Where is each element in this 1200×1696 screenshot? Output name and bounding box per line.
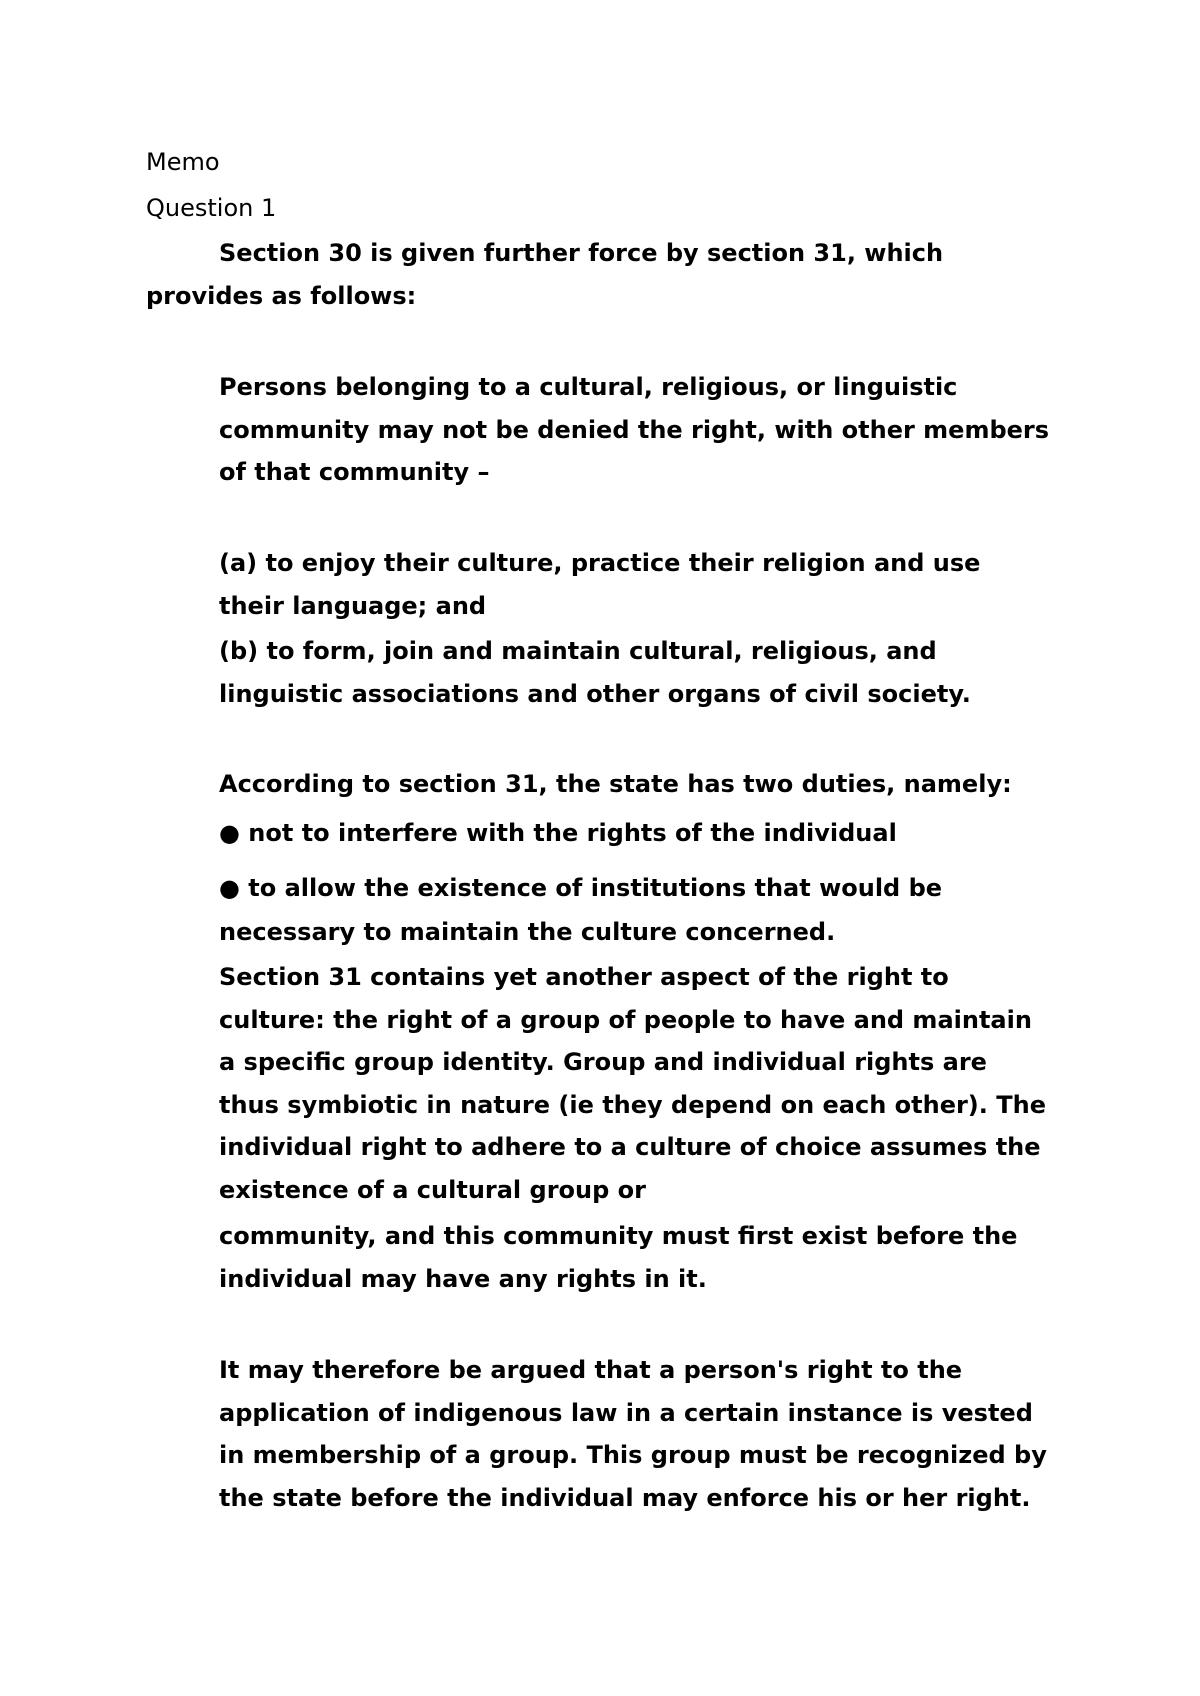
- item-b-line-1: (b) to form, join and maintain cultural, religious, and: [219, 637, 937, 665]
- aspect-line-3: a specific group identity. Group and individual rights are: [219, 1048, 987, 1076]
- duty-bullet-1: ● not to interfere with the rights of the individual: [219, 819, 897, 847]
- duty-bullet-2-line-1: ● to allow the existence of institutions that would be: [219, 874, 943, 902]
- memo-heading: Memo: [146, 148, 220, 176]
- intro-line-1: Section 30 is given further force by section 31, which: [219, 239, 944, 267]
- aspect-line-5: individual right to adhere to a culture of choice assumes the: [219, 1133, 1041, 1161]
- conclusion-line-1: It may therefore be argued that a person's right to the: [219, 1356, 963, 1384]
- duty-bullet-2-line-2: necessary to maintain the culture concerned.: [219, 918, 836, 946]
- question-heading: Question 1: [146, 194, 277, 222]
- conclusion-line-3: in membership of a group. This group must be recognized by: [219, 1441, 1047, 1469]
- conclusion-line-2: application of indigenous law in a certain instance is vested: [219, 1399, 1033, 1427]
- aspect-line-1: Section 31 contains yet another aspect of the right to: [219, 963, 949, 991]
- quote-line-1: Persons belonging to a cultural, religious, or linguistic: [219, 373, 958, 401]
- conclusion-line-4: the state before the individual may enforce his or her right.: [219, 1484, 1031, 1512]
- item-a-line-1: (a) to enjoy their culture, practice their religion and use: [219, 549, 981, 577]
- quote-line-2: community may not be denied the right, with other members: [219, 416, 1050, 444]
- item-a-line-2: their language; and: [219, 592, 487, 620]
- intro-line-2: provides as follows:: [146, 282, 417, 310]
- aspect-line-2: culture: the right of a group of people to have and maintain: [219, 1006, 1032, 1034]
- aspect-line-8: individual may have any rights in it.: [219, 1265, 707, 1293]
- aspect-line-7: community, and this community must first exist before the: [219, 1222, 1018, 1250]
- duties-intro: According to section 31, the state has two duties, namely:: [219, 770, 1012, 798]
- quote-line-3: of that community –: [219, 458, 490, 486]
- aspect-line-6: existence of a cultural group or: [219, 1176, 646, 1204]
- aspect-line-4: thus symbiotic in nature (ie they depend on each other). The: [219, 1091, 1046, 1119]
- item-b-line-2: linguistic associations and other organs of civil society.: [219, 680, 971, 708]
